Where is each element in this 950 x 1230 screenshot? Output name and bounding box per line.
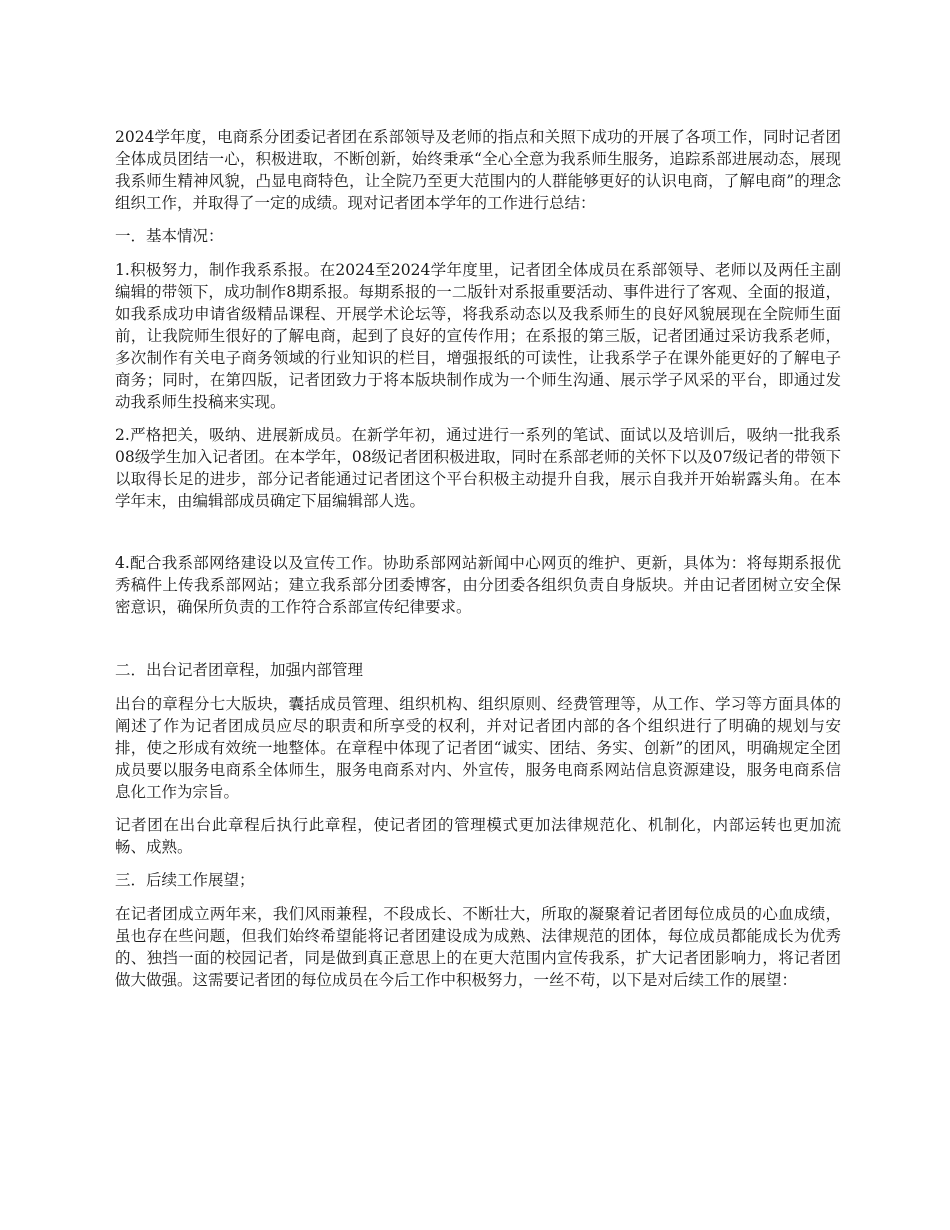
item-1-paragraph: 1.积极努力，制作我系系报。在2024至2024学年度里，记者团全体成员在系部领导、老师以及两任主副编辑的带领下，成功制作8期系报。每期系报的一二版针对系报重要活动、事件进行了客观、全面的报道，如我系成功申请省级精品课程、开展学术论坛等，将我系动态以及我系师生的良好风貌展现在全院师生面前，让我院师生很好的了解电商，起到了良好的宣传作用；在系报的第三版，记者团通过采访我系老师，多次制作有关电子商务领域的行业知识的栏目，增强报纸的可读性，让我系学子在课外能更好的了解电子商务；同时，在第四版，记者团致力于将本版块制作成为一个师生沟通、展示学子风采的平台，即通过发动我系师生投稿来实现。 xyxy=(115,261,841,411)
item-4-paragraph: 4.配合我系部网络建设以及宣传工作。协助系部网站新闻中心网页的维护、更新，具体为：将每期系报优秀稿件上传我系部网站；建立我系部分团委博客，由分团委各组织负责自身版块。并由记者团树立安全保密意识，确保所负责的工作符合系部宣传纪律要求。 xyxy=(115,554,841,616)
section-3-heading: 三．后续工作展望； xyxy=(115,871,255,889)
section-3-paragraph-1: 在记者团成立两年来，我们风雨兼程，不段成长、不断壮大，所取的凝聚着记者团每位成员的心血成绩，虽也存在些问题，但我们始终希望能将记者团建设成为成熟、法律规范的团体，每位成员都能成长为优秀的、独挡一面的校园记者，同是做到真正意思上的在更大范围内宣传我系，扩大记者团影响力，将记者团做大做强。这需要记者团的每位成员在今后工作中积极努力，一丝不苟，以下是对后续工作的展望： xyxy=(115,905,841,989)
section-2-paragraph-2: 记者团在出台此章程后执行此章程，使记者团的管理模式更加法律规范化、机制化，内部运转也更加流畅、成熟。 xyxy=(115,816,841,856)
section-2-paragraph-1: 出台的章程分七大版块，囊括成员管理、组织机构、组织原则、经费管理等，从工作、学习等方面具体的阐述了作为记者团成员应尽的职责和所享受的权利，并对记者团内部的各个组织进行了明确的规划与安排，使之形成有效统一地整体。在章程中体现了记者团“诚实、团结、务实、创新”的团风，明确规定全团成员要以服务电商系全体师生，服务电商系对内、外宣传，服务电商系网站信息资源建设，服务电商系信息化工作为宗旨。 xyxy=(115,695,841,801)
section-2-heading: 二．出台记者团章程，加强内部管理 xyxy=(115,661,364,679)
item-2-paragraph: 2.严格把关，吸纳、进展新成员。在新学年初，通过进行一系列的笔试、面试以及培训后，吸纳一批我系08级学生加入记者团。在本学年，08级记者团积极进取，同时在系部老师的关怀下以及07级记者的带领下以取得长足的进步，部分记者能通过记者团这个平台积极主动提升自我，展示自我并开始崭露头角。在本学年末，由编辑部成员确定下届编辑部人选。 xyxy=(115,426,841,510)
intro-paragraph: 2024学年度，电商系分团委记者团在系部领导及老师的指点和关照下成功的开展了各项工作，同时记者团全体成员团结一心，积极进取，不断创新，始终秉承“全心全意为我系师生服务，追踪系部进展动态，展现我系师生精神风貌，凸显电商特色，让全院乃至更大范围内的人群能够更好的认识电商，了解电商”的理念组织工作，并取得了一定的成绩。现对记者团本学年的工作进行总结： xyxy=(115,128,841,212)
section-1-heading: 一．基本情况： xyxy=(115,227,224,245)
document-body xyxy=(115,126,841,1002)
